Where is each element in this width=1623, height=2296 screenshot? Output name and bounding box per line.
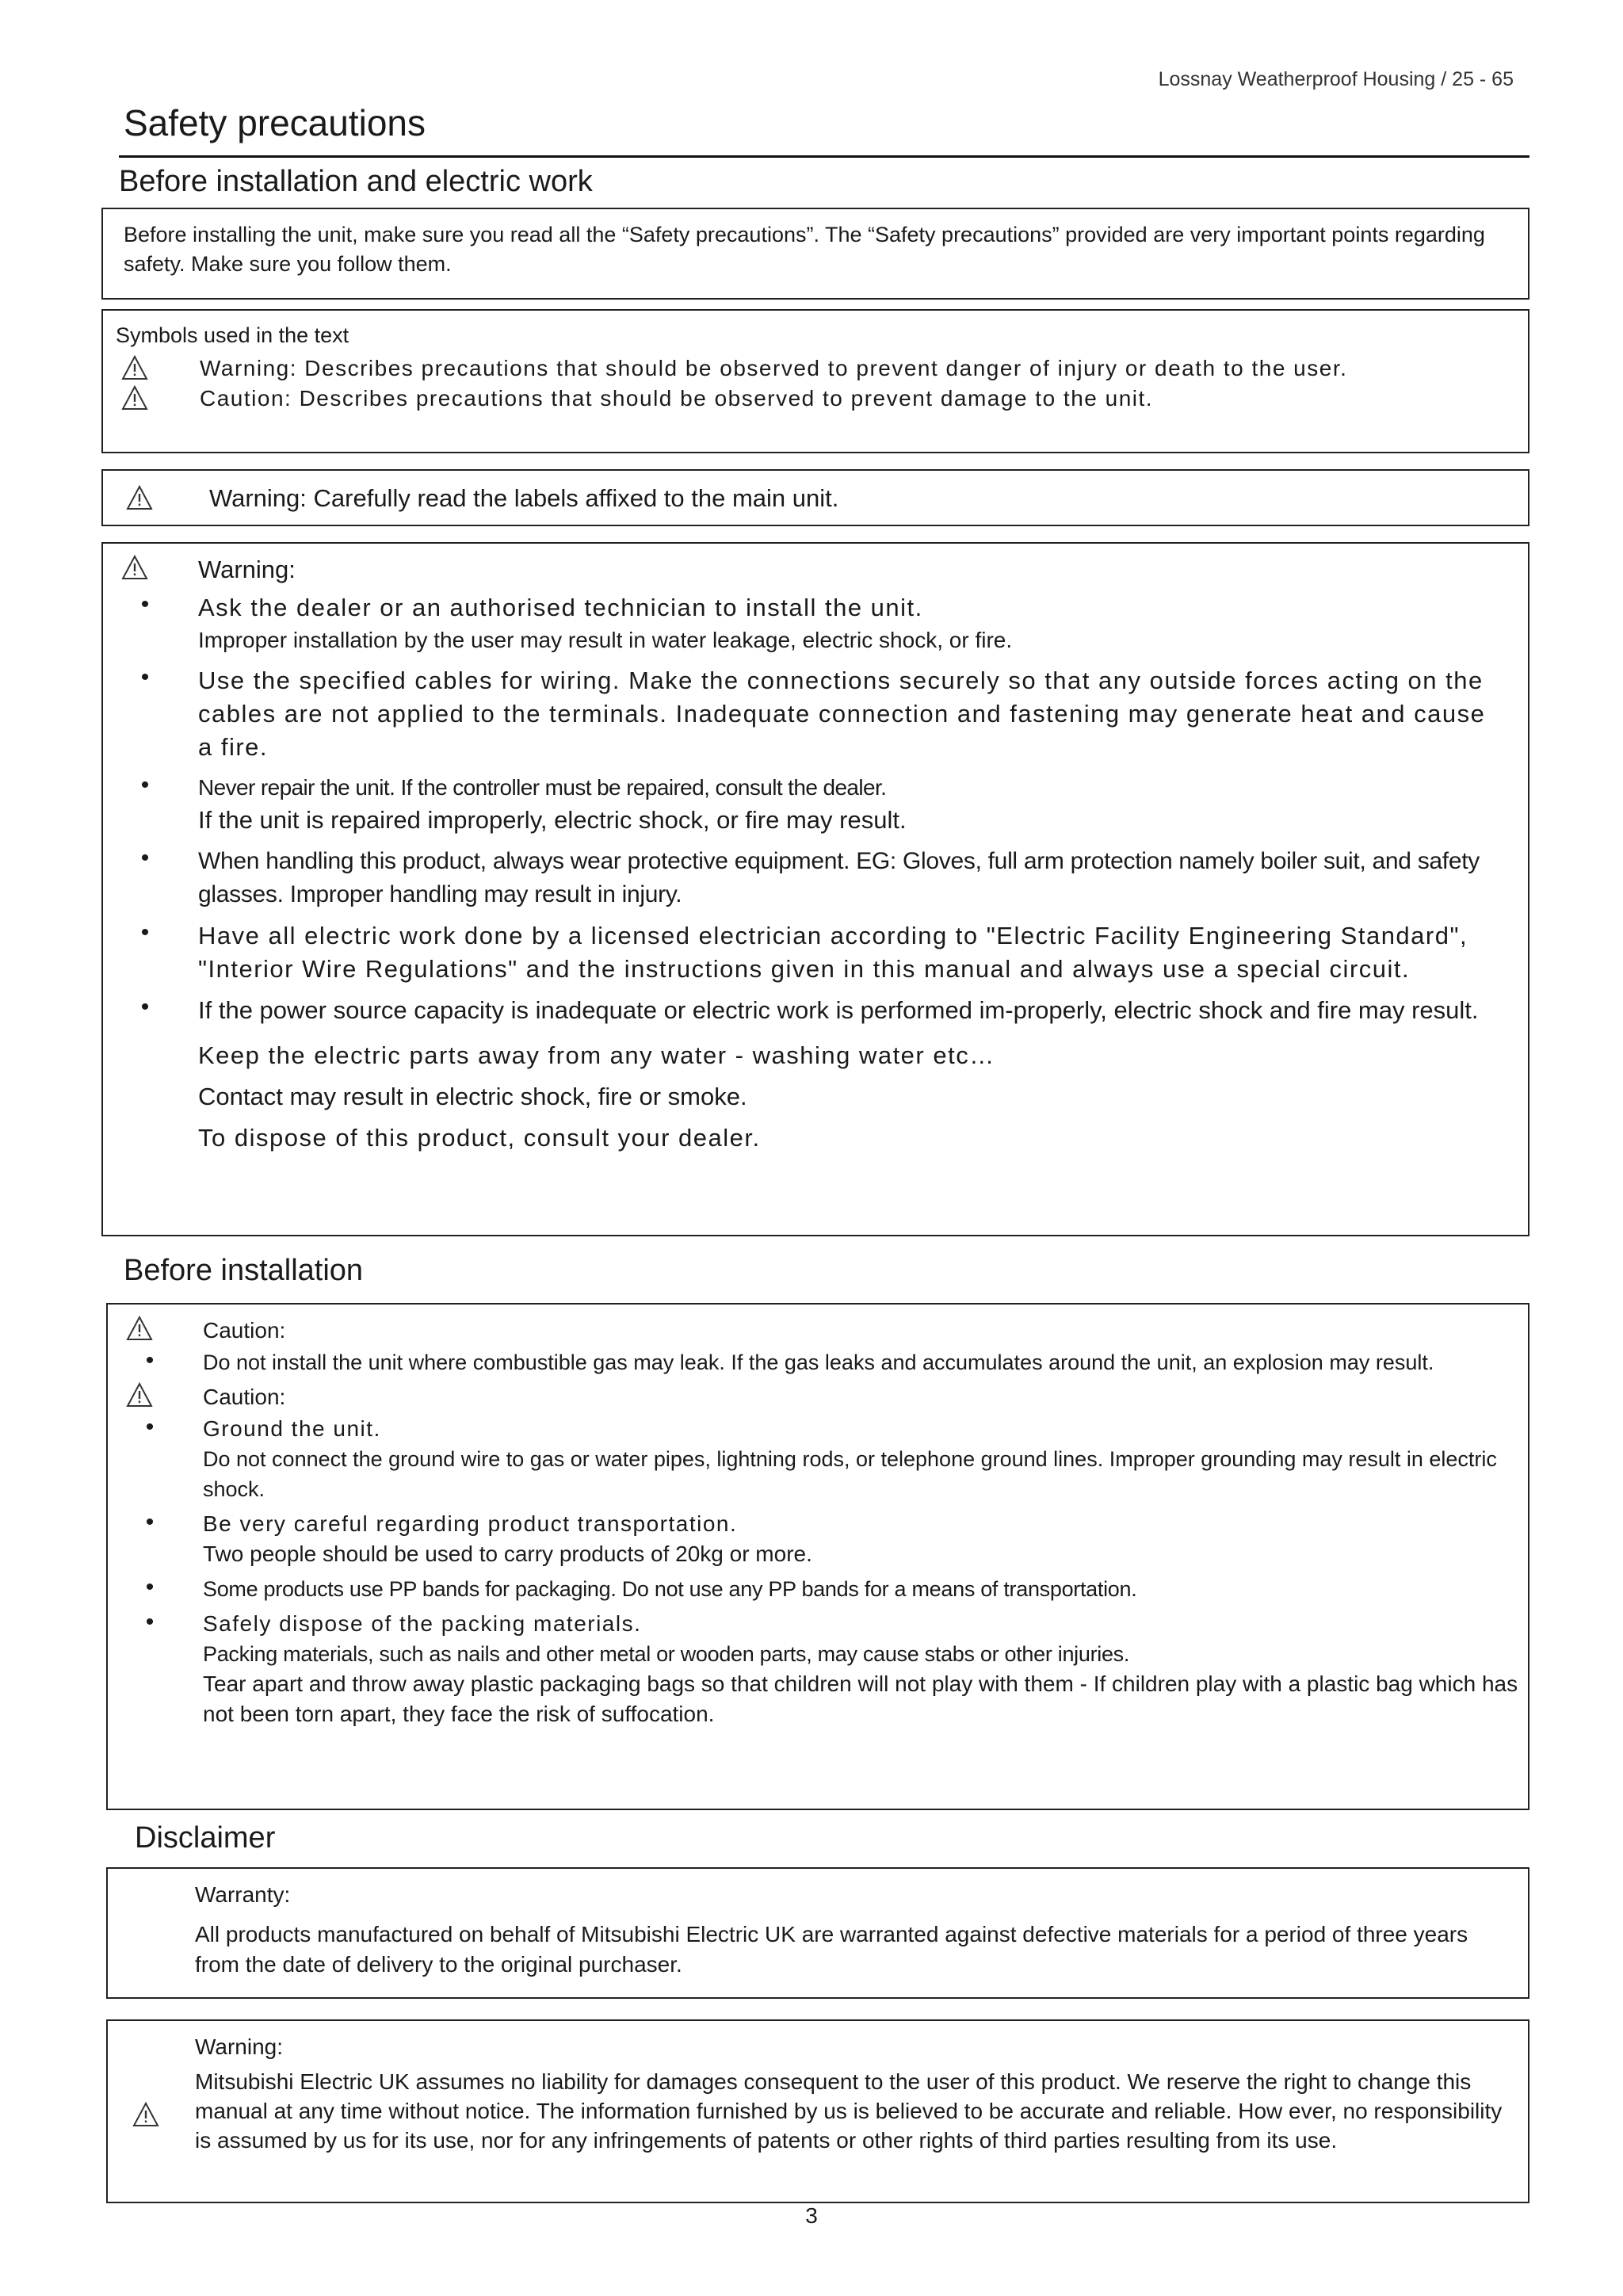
bullet-dot: • — [145, 1609, 155, 1635]
caution-item-text: Do not install the unit where combustible gas may leak. If the gas leaks and accumulates around the unit, an explosion may result. — [203, 1350, 1434, 1374]
warning-item — [111, 994, 1496, 1027]
warning-item-main: When handling this product, always wear protective equipment. EG: Gloves, full arm protection namely boiler suit, and safety glasses. Improper handling may result in injury. — [198, 848, 1480, 907]
warning-extra-line: To dispose of this product, consult your dealer. — [198, 1124, 761, 1152]
warning-triangle-icon — [111, 384, 158, 411]
caution-item — [116, 1414, 1520, 1504]
caution-label: Caution: — [203, 1318, 286, 1343]
warranty-text: All products manufactured on behalf of Mitsubishi Electric UK are warranted against defective materials for a period of three years from the date of delivery to the original purchaser. — [195, 1922, 1468, 1977]
caution-item-text: Some products use PP bands for packaging. Do not use any PP bands for a means of transportation. — [203, 1577, 1137, 1601]
disclaimer-warning-label: Warning: — [195, 2034, 284, 2059]
warning-triangle-icon — [116, 1381, 163, 1408]
warning-item-main: Ask the dealer or an authorised technician to install the unit. — [198, 594, 923, 621]
section-heading-before-installation: Before installation — [124, 1254, 364, 1287]
caution-item — [116, 1609, 1520, 1729]
caution-label: Caution: — [203, 1385, 286, 1409]
disclaimer-warning-box — [106, 2019, 1529, 2203]
bullet-dot: • — [145, 1414, 155, 1440]
warning-extra — [111, 1035, 1496, 1159]
bullet-dot: • — [140, 994, 150, 1020]
warning-header-row — [111, 553, 1496, 586]
document-reference: Lossnay Weatherproof Housing / 25 - 65 — [1158, 68, 1514, 90]
bullet-dot: • — [145, 1574, 155, 1600]
bullet-dot: • — [145, 1509, 155, 1535]
page-title: Safety precautions — [124, 102, 426, 143]
warning-triangle-icon — [122, 2100, 170, 2127]
warranty-label: Warranty: — [195, 1882, 291, 1907]
warning-triangle-icon — [111, 553, 158, 580]
warning-item — [111, 772, 1496, 837]
bullet-dot: • — [140, 845, 150, 871]
disclaimer-warning-text: Mitsubishi Electric UK assumes no liability for damages consequent to the user of this product. We reserve the right to change this manual at any time without notice. The information furnished by us is believed to be accurate and reliable. How ever, no responsibility is assumed by us for its use, nor for any infringements of patents or other rights of third parties resulting from its use. — [195, 2069, 1503, 2153]
warning-item-main: If the power source capacity is inadequate or electric work is performed im-properly, electric shock and fire may result. — [198, 996, 1479, 1024]
page-number: 3 — [805, 2203, 818, 2228]
bullet-dot: • — [140, 919, 150, 946]
bullet-dot: • — [140, 772, 150, 798]
section-heading-disclaimer: Disclaimer — [135, 1821, 276, 1855]
warning-label: Warning: — [198, 556, 296, 583]
section-heading-installation-electric: Before installation and electric work — [119, 165, 593, 198]
symbol-warning-text: Warning: Describes precautions that should be observed to prevent danger of injury or death to the user. — [200, 356, 1348, 380]
warning-extra-line: Keep the electric parts away from any water - washing water etc… — [198, 1041, 995, 1069]
warning-extra-line: Contact may result in electric shock, fire or smoke. — [198, 1083, 747, 1110]
warning-triangle-icon — [111, 353, 158, 380]
labels-warning-text: Warning: Carefully read the labels affixed to the main unit. — [209, 484, 839, 512]
symbol-caution-row — [111, 384, 1520, 414]
caution-header-row — [116, 1314, 1520, 1347]
caution-item-main: Be very careful regarding product transportation. — [203, 1511, 738, 1536]
warning-item — [111, 664, 1496, 764]
symbol-warning-row — [111, 353, 1520, 384]
symbols-caption: Symbols used in the text — [116, 323, 349, 347]
symbol-caution-text: Caution: Describes precautions that should be observed to prevent damage to the unit. — [200, 386, 1154, 411]
symbols-box — [101, 309, 1529, 453]
caution-item-main: Safely dispose of the packing materials. — [203, 1611, 642, 1636]
before-installation-box — [106, 1303, 1529, 1810]
warning-item-sub: If the unit is repaired improperly, electric shock, or fire may result. — [198, 806, 907, 834]
caution-item-sub: Two people should be used to carry products of 20kg or more. — [203, 1541, 812, 1566]
labels-warning-row — [111, 483, 1520, 514]
warning-item — [111, 919, 1496, 986]
warning-triangle-icon — [116, 483, 163, 510]
warning-item-main: Use the specified cables for wiring. Make the connections securely so that any outside forces acting on the cables are not applied to the terminals. Inadequate connection and fastening may generate heat and cause a fire. — [198, 667, 1486, 761]
intro-box — [101, 208, 1529, 300]
warning-item-main: Have all electric work done by a licensed electrician according to "Electric Facility Engineering Standard", "Interior Wire Regulations" and the instructions given in this manual and always use a special circuit. — [198, 922, 1468, 983]
caution-item — [116, 1574, 1520, 1604]
warning-item-main: Never repair the unit. If the controller must be repaired, consult the dealer. — [198, 775, 887, 800]
caution-item — [116, 1347, 1520, 1377]
labels-warning-box — [101, 469, 1529, 526]
caution-item-sub: Packing materials, such as nails and other metal or wooden parts, may cause stabs or other injuries. — [203, 1642, 1130, 1666]
caution-item-sub: Tear apart and throw away plastic packaging bags so that children will not play with them - If children play with a plastic bag which has not been torn apart, they face the risk of suffocation. — [203, 1671, 1518, 1726]
caution-item-main: Ground the unit. — [203, 1416, 381, 1441]
warning-item-sub: Improper installation by the user may result in water leakage, electric shock, or fire. — [198, 628, 1013, 652]
warning-triangle-icon — [116, 1314, 163, 1341]
caution-item-sub: Do not connect the ground wire to gas or water pipes, lightning rods, or telephone ground lines. Improper grounding may result in electric shock. — [203, 1447, 1497, 1501]
warning-item — [111, 591, 1496, 656]
warning-box — [101, 542, 1529, 1236]
bullet-dot: • — [145, 1347, 155, 1373]
warranty-box — [106, 1867, 1529, 1999]
intro-text: Before installing the unit, make sure you read all the “Safety precautions”. The “Safety precautions” provided are very important points regarding safety. Make sure you follow them. — [124, 223, 1485, 276]
caution-item — [116, 1509, 1520, 1569]
warning-item — [111, 845, 1496, 911]
bullet-dot: • — [140, 664, 150, 690]
title-rule — [119, 155, 1529, 158]
bullet-dot: • — [140, 591, 150, 617]
caution-header-row — [116, 1381, 1520, 1414]
